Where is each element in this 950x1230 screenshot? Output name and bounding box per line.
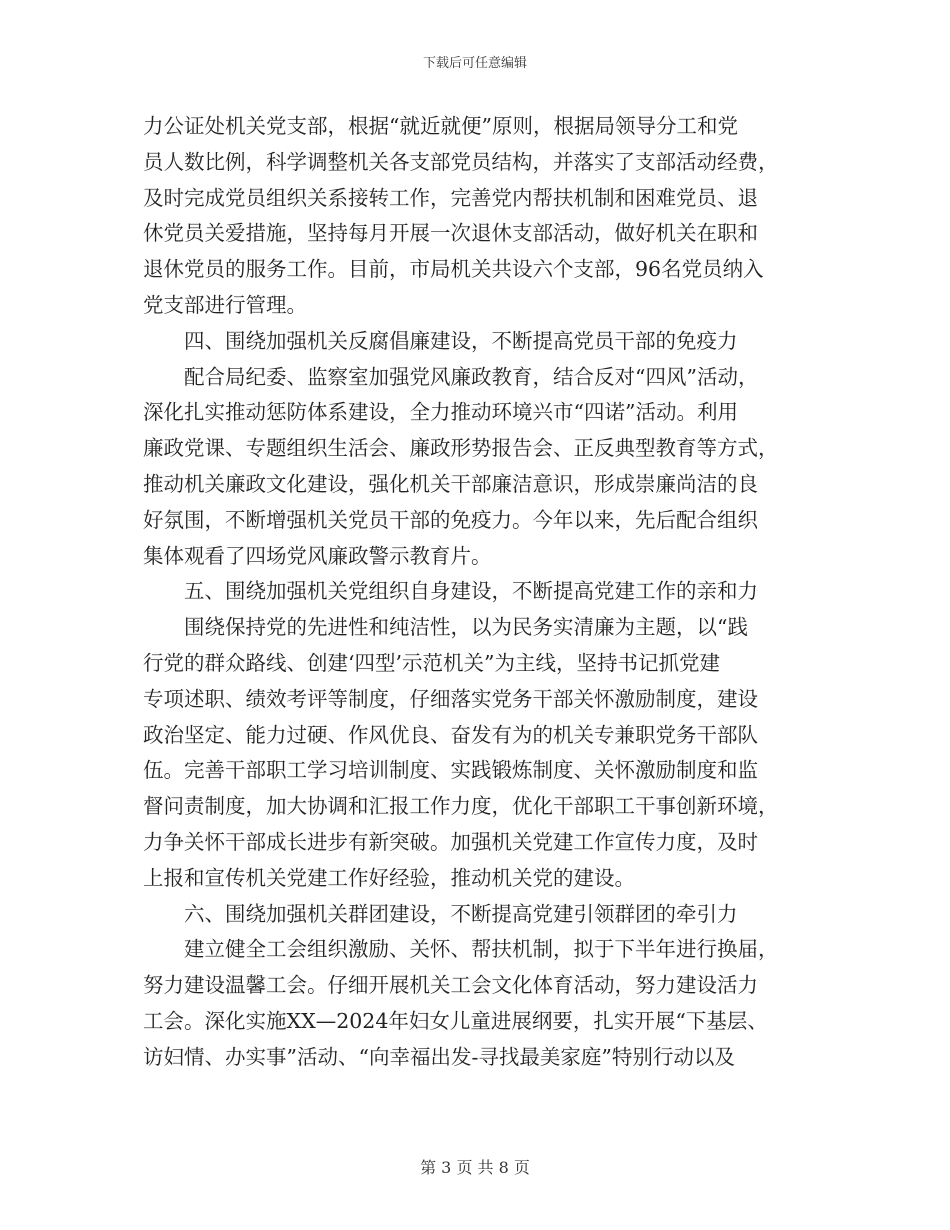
document-body bbox=[143, 109, 808, 1076]
text-line: 政治坚定、能力过硬、作风优良、奋发有为的机关专兼职党务干部队 bbox=[143, 722, 758, 747]
text-line: 上报和宣传机关党建工作好经验，推动机关党的建设。 bbox=[143, 865, 635, 890]
text-line: 伍。完善干部职工学习培训制度、实践锻炼制度、关怀激励制度和监 bbox=[143, 758, 758, 783]
text-line: 配合局纪委、监察室加强党风廉政教育，结合反对“四风”活动， bbox=[184, 364, 759, 389]
text-line: 好氛围，不断增强机关党员干部的免疫力。今年以来，先后配合组织 bbox=[143, 507, 758, 532]
section-heading: 四、围绕加强机关反腐倡廉建设，不断提高党员干部的免疫力 bbox=[184, 328, 738, 353]
text-line: 党支部进行管理。 bbox=[143, 292, 307, 317]
text-line: 推动机关廉政文化建设，强化机关干部廉洁意识，形成崇廉尚洁的良 bbox=[143, 471, 758, 496]
text-line: 行党的群众路线、创建‘四型’示范机关”为主线，坚持书记抓党建 bbox=[143, 650, 721, 675]
text-line: 力争关怀干部成长进步有新突破。加强机关党建工作宣传力度，及时 bbox=[143, 829, 758, 854]
section-heading: 五、围绕加强机关党组织自身建设，不断提高党建工作的亲和力 bbox=[184, 579, 758, 604]
page-header: 下载后可任意编辑 bbox=[422, 56, 527, 71]
text-line: 专项述职、绩效考评等制度，仔细落实党务干部关怀激励制度，建设 bbox=[143, 686, 758, 711]
text-line: 围绕保持党的先进性和纯洁性，以为民务实清廉为主题，以“践 bbox=[184, 615, 748, 640]
text-line: 工会。深化实施XX—2024年妇女儿童进展纲要，扎实开展“下基层、 bbox=[143, 1008, 768, 1033]
text-line: 努力建设温馨工会。仔细开展机关工会文化体育活动，努力建设活力 bbox=[143, 973, 758, 998]
text-line: 力公证处机关党支部，根据“就近就便”原则，根据局领导分工和党 bbox=[143, 114, 738, 138]
text-line: 退休党员的服务工作。目前，市局机关共设六个支部，96名党员纳入 bbox=[143, 257, 764, 282]
text-line: 休党员关爱措施，坚持每月开展一次退休支部活动，做好机关在职和 bbox=[143, 221, 758, 246]
text-line: 员人数比例，科学调整机关各支部党员结构，并落实了支部活动经费， bbox=[143, 149, 779, 174]
text-line: 建立健全工会组织激励、关怀、帮扶机制，拟于下半年进行换届， bbox=[184, 937, 779, 962]
text-line: 及时完成党员组织关系接转工作，完善党内帮扶机制和困难党员、退 bbox=[143, 185, 758, 210]
text-line: 访妇情、办实事”活动、“向幸福出发-寻找最美家庭”特别行动以及 bbox=[143, 1044, 735, 1069]
section-heading: 六、围绕加强机关群团建设，不断提高党建引领群团的牵引力 bbox=[184, 901, 738, 926]
page-footer: 第 3 页 共 8 页 bbox=[420, 1158, 530, 1177]
text-line: 深化扎实推动惩防体系建设，全力推动环境兴市“四诺”活动。利用 bbox=[143, 400, 738, 425]
text-line: 廉政党课、专题组织生活会、廉政形势报告会、正反典型教育等方式， bbox=[143, 436, 779, 461]
text-line: 集体观看了四场党风廉政警示教育片。 bbox=[143, 543, 492, 568]
text-line: 督问责制度，加大协调和汇报工作力度，优化干部职工干事创新环境， bbox=[143, 794, 779, 819]
